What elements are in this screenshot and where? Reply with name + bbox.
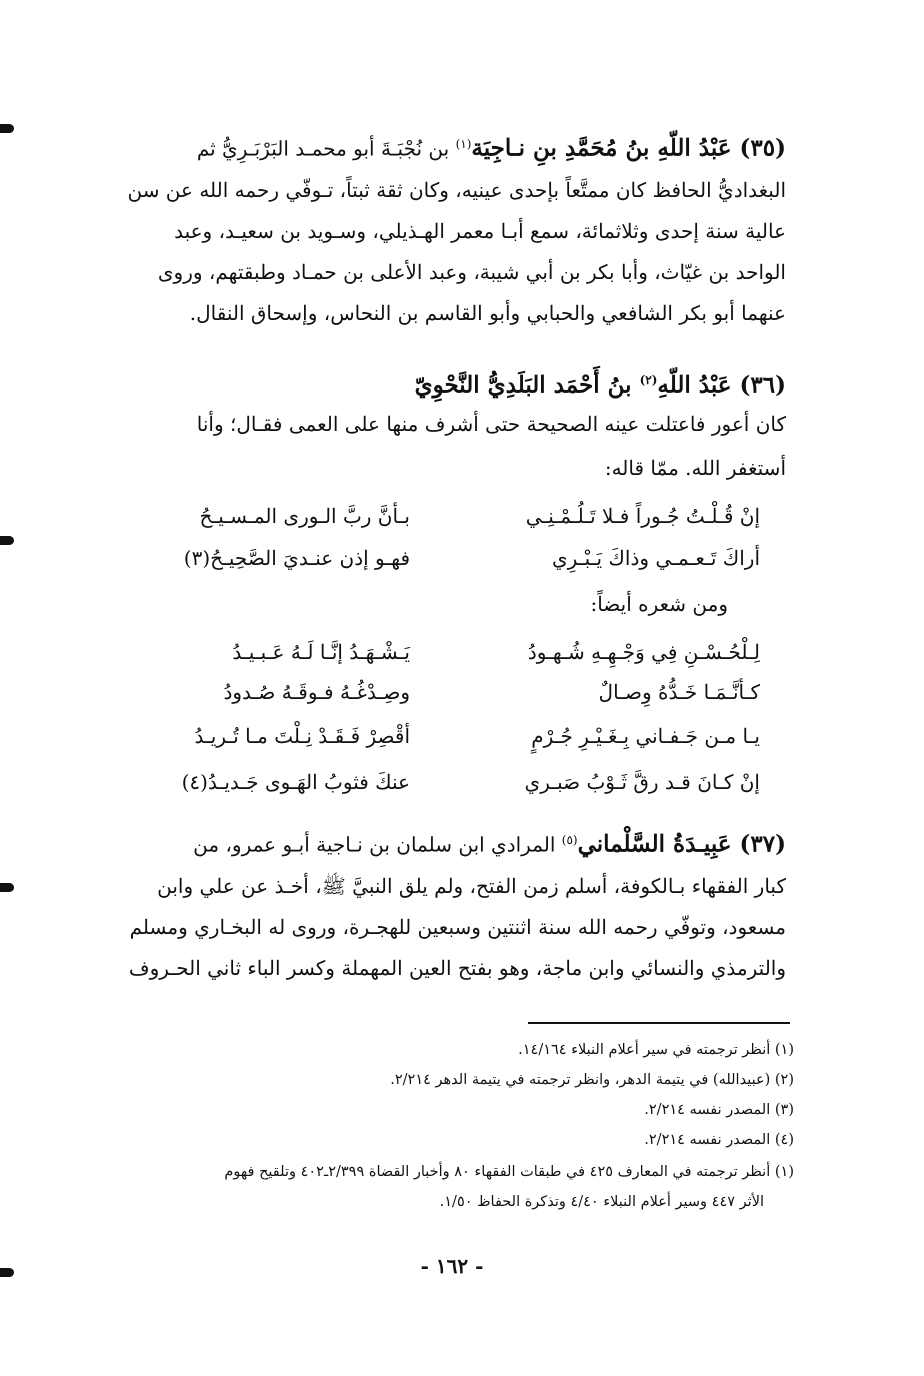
verse-first-hemistich: أراكَ تَـعـمـي وذاكَ يَـبْـرِي xyxy=(552,546,760,570)
entry-36-line: ومن شعره أيضاً: xyxy=(590,592,728,616)
verse-second-hemistich: وصِـدْغُـهُ فـوقَـهُ صُـدودُ xyxy=(223,680,410,704)
footnote-ref: (٥) xyxy=(561,833,578,847)
verse xyxy=(110,538,760,578)
verse xyxy=(110,496,760,536)
entry-36-title-part: (٣٦) عَبْدُ اللّهِ xyxy=(657,371,786,399)
footnote: (٣) المصدر نفسه ٢/٢١٤. xyxy=(644,1102,794,1118)
entry-37-line: مسعود، وتوفّي رحمه الله سنة اثنتين وسبعين للهجـرة، وروى له البخـاري ومسلم xyxy=(129,914,786,939)
footnote-continuation: الأثر ٤٤٧ وسير أعلام النبلاء ٤/٤٠ وتذكرة الحفاظ ١/٥٠. xyxy=(439,1194,764,1210)
verse-first-hemistich: إنْ كـانَ قـد رقَّ ثَـوْبُ صَبـري xyxy=(524,770,760,794)
verse-second-hemistich: بـأنَّ ربَّ الـورى المـسـيـحُ xyxy=(199,504,410,528)
entry-36-title-part: بنُ أَحْمَد البَلَدِيُّ النَّحْوِيّ xyxy=(414,371,640,399)
verse-first-hemistich: كـأنَّـمَـا خَـدُّهُ وِصـالٌ xyxy=(598,680,760,704)
entry-37-line: والترمذي والنسائي وابن ماجة، وهو بفتح العين المهملة وكسر الباء ثاني الحـروف xyxy=(128,955,786,980)
entry-35-line: الواحد بن غيّاث، وأبا بكر بن أبي شيبة، وعبد الأعلى بن حمـاد وطبقتهم، وروى xyxy=(157,259,786,284)
scan-mark xyxy=(0,124,14,133)
footnote: (٢) (عبيدالله) في يتيمة الدهر، وانظر ترجمته في يتيمة الدهر ٢/٢١٤. xyxy=(390,1072,794,1088)
verse-second-hemistich: أقْصِرْ فَـقَـدْ نِـلْتَ مـا تُـريـدُ xyxy=(194,724,410,748)
scan-mark xyxy=(0,536,14,545)
entry-35-line: البغداديُّ الحافظ كان ممتَّعاً بإحدى عينيه، وكان ثقة ثبتاً، تـوفّي رحمه الله عن سن xyxy=(127,177,786,202)
entry-36-line: أستغفر الله. ممّا قاله: xyxy=(604,456,786,480)
entry-37-first-line xyxy=(96,820,786,866)
page-number: - ١٦٢ - xyxy=(420,1254,484,1278)
entry-37 xyxy=(96,820,786,989)
entry-37-title: (٣٧) عَبِيـدَةُ السَّلْماني xyxy=(577,830,786,858)
entry-35-first-line xyxy=(96,124,786,170)
footnote: (١) أنظر ترجمته في المعارف ٤٢٥ في طبقات الفقهاء ٨٠ وأخبار القضاة ٢/٣٩٩ـ٤٠٢ وتلقيح فهوم xyxy=(224,1164,794,1180)
entry-35-line: عنهما أبو بكر الشافعي والحبابي وأبو القاسم بن النحاس، وإسحاق النقال. xyxy=(189,300,786,325)
footnote-ref: (١) xyxy=(455,137,472,151)
entry-37-line: المرادي ابن سلمان بن نـاجية أبـو عمرو، من xyxy=(193,832,562,857)
footnote: (٤) المصدر نفسه ٢/٢١٤. xyxy=(644,1132,794,1148)
verse xyxy=(110,716,760,756)
verse-second-hemistich: يَـشْـهَـدُ إنَّـا لَـهُ عَـبـيـدُ xyxy=(232,640,410,664)
entry-35 xyxy=(96,124,786,334)
entry-35-title: (٣٥) عَبْدُ اللّهِ بنُ مُحَمَّدِ بنِ نـاجِيَة xyxy=(471,134,786,162)
footnote: (١) أنظر ترجمته في سير أعلام النبلاء ١٤/١٦٤. xyxy=(518,1042,794,1058)
footnote-ref: (٢) xyxy=(639,373,658,387)
verse-first-hemistich: يـا مـن جَـفـاني بِـغَـيْـرِ جُـرْمٍ xyxy=(531,724,760,748)
entry-37-line: كبار الفقهاء بـالكوفة، أسلم زمن الفتح، ولم يلق النبيَّ ﷺ، أخـذ عن علي وابن xyxy=(157,873,786,898)
verse xyxy=(110,762,760,802)
verse-first-hemistich: لِـلْحُـسْـنِ فِي وَجْـهِـهِ شُـهـودُ xyxy=(527,640,760,664)
verse xyxy=(110,672,760,712)
footnote-divider xyxy=(528,1022,790,1024)
scan-mark xyxy=(0,883,14,892)
verse-second-hemistich: عنكَ فثوبُ الهَـوى جَـديـدُ(٤) xyxy=(181,770,410,794)
verse-first-hemistich: إنْ قُـلْـتُ جُـوراً فـلا تَـلُـمْـنِـي xyxy=(525,504,760,528)
verse xyxy=(110,632,760,672)
scan-mark xyxy=(0,1268,14,1277)
entry-35-line: بن نُجْبَـةَ أبو محمـد البَرْبَـرِيُّ ثم xyxy=(196,136,456,161)
entry-35-line: عالية سنة إحدى وثلاثمائة، سمع أبـا معمر الهـذيلي، وسـويد بن سعيـد، وعبد xyxy=(174,218,786,243)
entry-36-line: كان أعور فاعتلت عينه الصحيحة حتى أشرف منها على العمى فقـال؛ وأنا xyxy=(196,412,786,436)
verse-second-hemistich: فهـو إذن عنـديَ الصَّحِيـحُ(٣) xyxy=(183,546,410,570)
entry-36-title xyxy=(186,360,786,406)
